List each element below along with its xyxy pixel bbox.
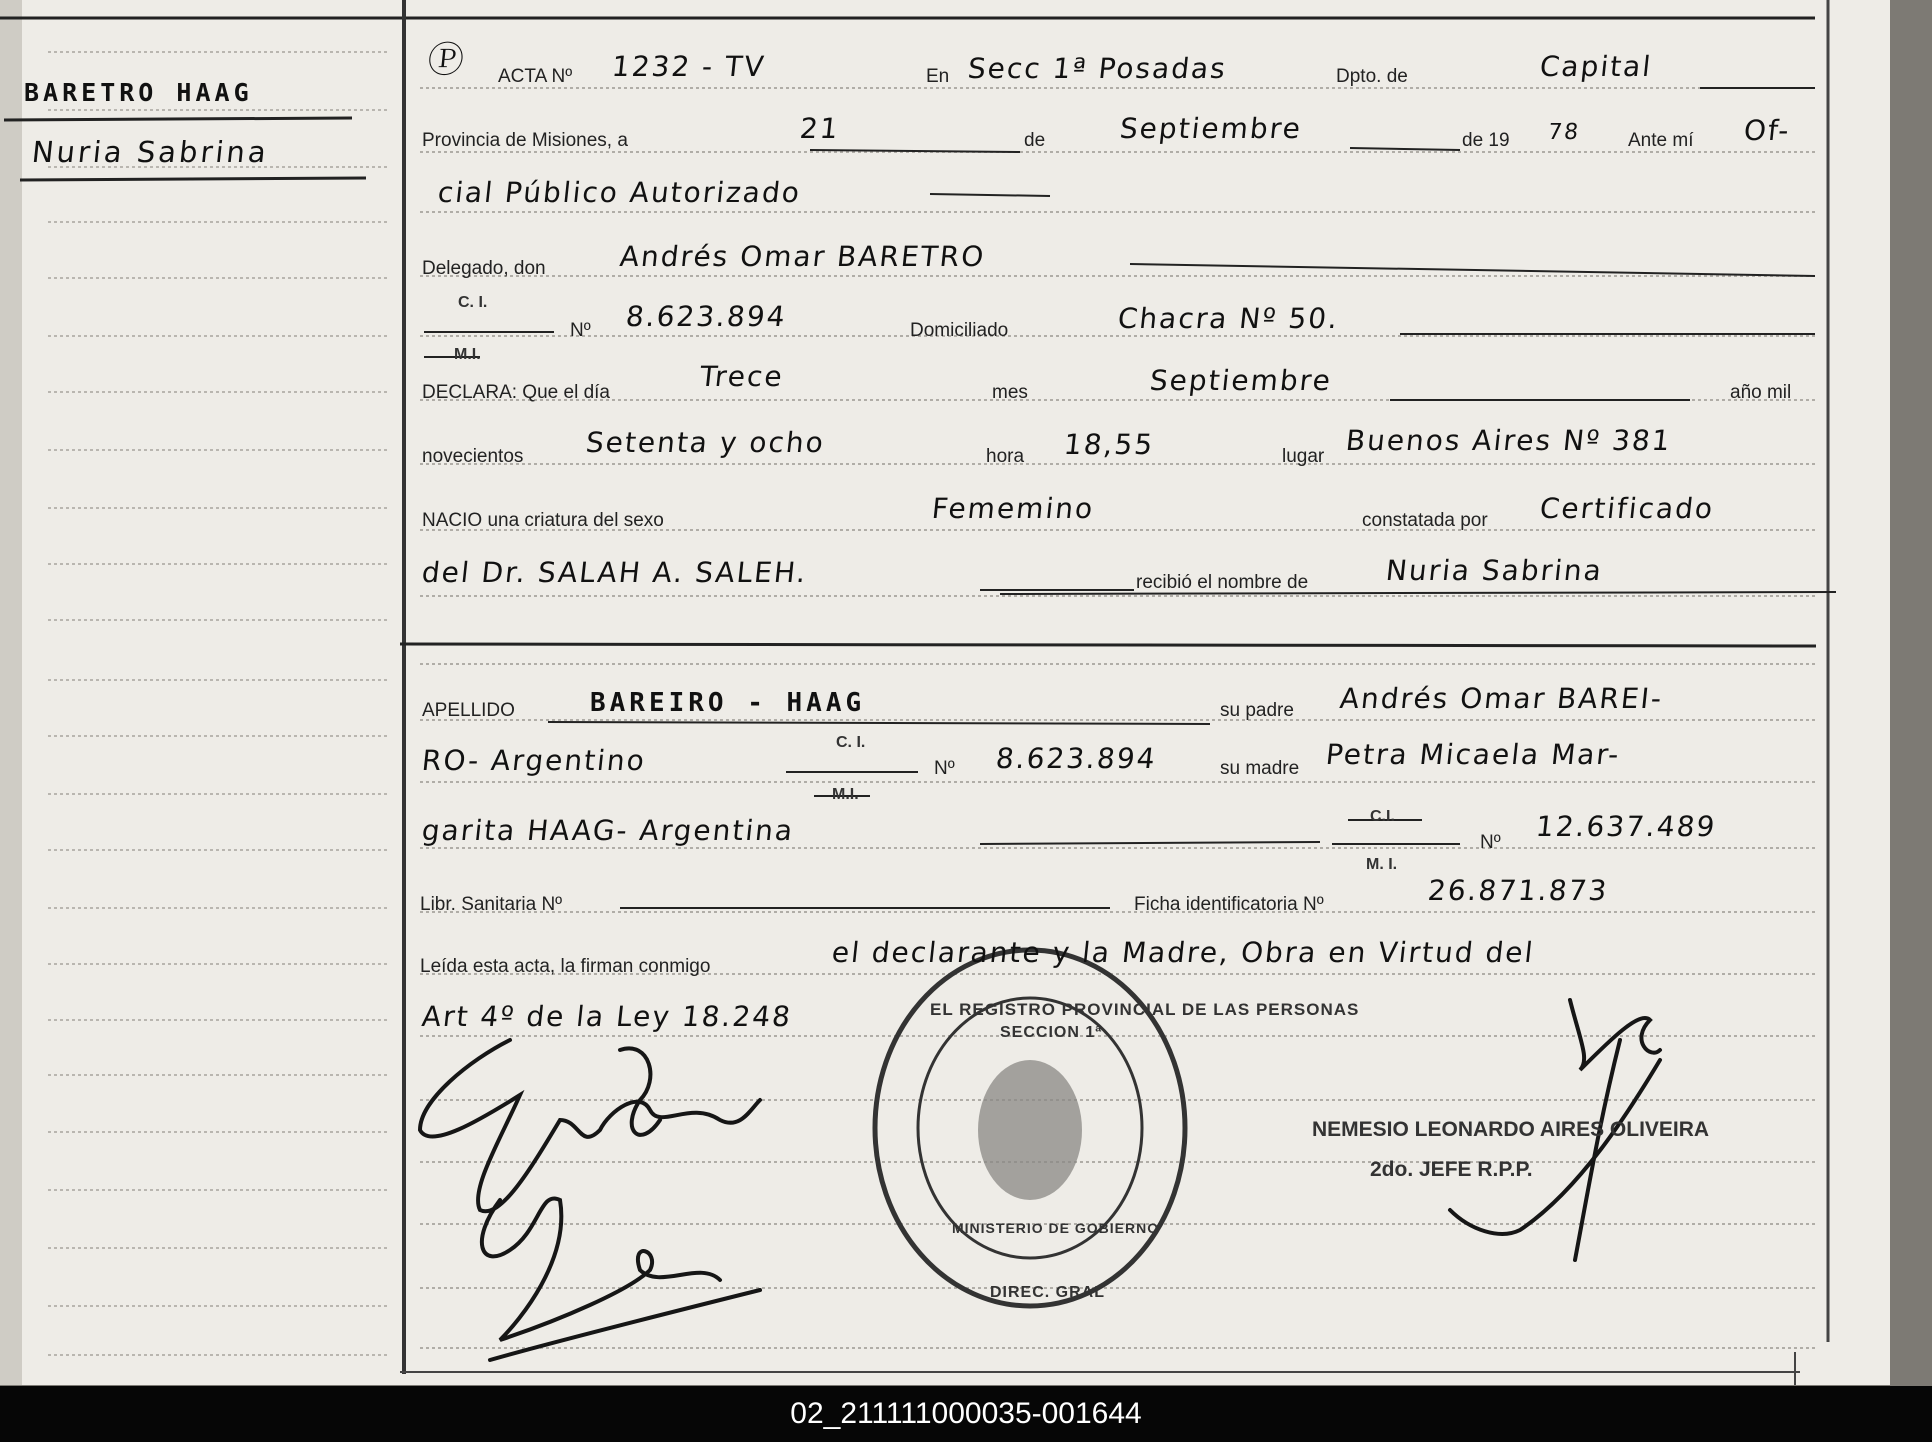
field-padre-2: RO- Argentino — [420, 744, 648, 777]
stamp-ring-top: EL REGISTRO PROVINCIAL DE LAS PERSONAS — [930, 1000, 1360, 1019]
field-domiciliado: Chacra Nº 50. — [1116, 302, 1341, 335]
label-no-2: Nº — [934, 758, 955, 779]
margin-surnames: BARETRO HAAG — [24, 78, 253, 107]
label-libr-sanitaria: Libr. Sanitaria Nº — [420, 894, 563, 915]
label-ante-mi: Ante mí — [1628, 130, 1694, 151]
label-su-padre: su padre — [1220, 700, 1294, 721]
field-padre-1: Andrés Omar BAREI- — [1338, 682, 1665, 715]
field-hora: 18,55 — [1062, 428, 1156, 461]
field-obs-1: el declarante y la Madre, Obra en Virtud del — [830, 936, 1537, 969]
field-acta-no: 1232 - TV — [610, 50, 768, 83]
field-day: 21 — [798, 112, 842, 145]
label-acta: ACTA Nº — [498, 66, 573, 87]
field-madre-1: Petra Micaela Mar- — [1324, 738, 1623, 771]
label-declara: DECLARA: Que el día — [422, 382, 610, 403]
field-birth-month: Septiembre — [1148, 364, 1334, 397]
label-de-2: de 19 — [1462, 130, 1510, 151]
label-novecientos: novecientos — [422, 446, 524, 467]
label-ano-mil: año mil — [1730, 382, 1792, 403]
label-nacio: NACIO una criatura del sexo — [422, 510, 664, 531]
field-year: 78 — [1546, 120, 1582, 145]
label-dpto: Dpto. de — [1336, 66, 1408, 87]
label-madre-ci: C.I. — [1370, 808, 1395, 825]
field-month: Septiembre — [1118, 112, 1304, 145]
stamp-inner-bottom: MINISTERIO DE GOBIERNO — [952, 1220, 1160, 1236]
field-ante-mi-2: cial Público Autorizado — [436, 176, 803, 209]
field-madre-no: 12.637.489 — [1534, 810, 1719, 843]
label-mes: mes — [992, 382, 1028, 403]
field-apellido: BAREIRO - HAAG — [590, 688, 866, 718]
label-su-madre: su madre — [1220, 758, 1300, 779]
field-en: Secc 1ª Posadas — [966, 52, 1229, 85]
image-caption: 02_211111000035-001644 — [0, 1386, 1932, 1442]
label-ficha: Ficha identificatoria Nº — [1134, 894, 1324, 915]
label-no-1: Nº — [570, 320, 591, 341]
label-leida: Leída esta acta, la firman conmigo — [420, 956, 711, 977]
field-sexo: Fememino — [930, 492, 1096, 525]
label-en: En — [926, 66, 950, 87]
label-madre-mi: M. I. — [1366, 856, 1398, 873]
field-ci-no: 8.623.894 — [624, 300, 789, 333]
field-obs-2: Art 4º de la Ley 18.248 — [420, 1000, 794, 1033]
label-delegado: Delegado, don — [422, 258, 546, 279]
label-recibio: recibió el nombre de — [1136, 572, 1309, 593]
label-lugar: lugar — [1282, 446, 1325, 467]
field-ficha: 26.871.873 — [1426, 874, 1611, 907]
field-nombre: Nuria Sabrina — [1384, 554, 1605, 587]
label-apellido: APELLIDO — [422, 700, 515, 721]
field-ante-mi-1: Of- — [1742, 114, 1793, 147]
stamp-inner: SECCION 1ª — [1000, 1024, 1103, 1041]
field-madre-2: garita HAAG- Argentina — [420, 814, 796, 847]
field-padre-ci: 8.623.894 — [994, 742, 1159, 775]
field-dpto: Capital — [1538, 50, 1654, 83]
label-provincia: Provincia de Misiones, a — [422, 130, 628, 151]
label-domiciliado: Domiciliado — [910, 320, 1009, 341]
label-mi-1: M.I. — [454, 346, 481, 363]
margin-given-names: Nuria Sabrina — [30, 135, 271, 169]
field-constatada-2: del Dr. SALAH A. SALEH. — [420, 556, 810, 589]
field-constatada: Certificado — [1538, 492, 1716, 525]
field-delegado: Andrés Omar BARETRO — [618, 240, 988, 273]
label-mi-2: M.I. — [832, 786, 859, 803]
officer-title: 2do. JEFE R.P.P. — [1370, 1158, 1533, 1181]
label-constatada: constatada por — [1362, 510, 1488, 531]
label-de-1: de — [1024, 130, 1046, 151]
field-birth-year: Setenta y ocho — [584, 426, 827, 459]
field-birth-day: Trece — [698, 360, 786, 393]
label-ci-2: C. I. — [836, 734, 866, 751]
field-lugar: Buenos Aires Nº 381 — [1344, 424, 1674, 457]
stamp-ring-bottom: DIREC. GRAL — [990, 1284, 1105, 1301]
label-no-3: Nº — [1480, 832, 1501, 853]
label-hora: hora — [986, 446, 1025, 467]
officer-name: NEMESIO LEONARDO AIRES OLIVEIRA — [1312, 1118, 1710, 1141]
label-ci-1: C. I. — [458, 294, 488, 311]
circled-p-icon: Ⓟ — [425, 40, 468, 81]
